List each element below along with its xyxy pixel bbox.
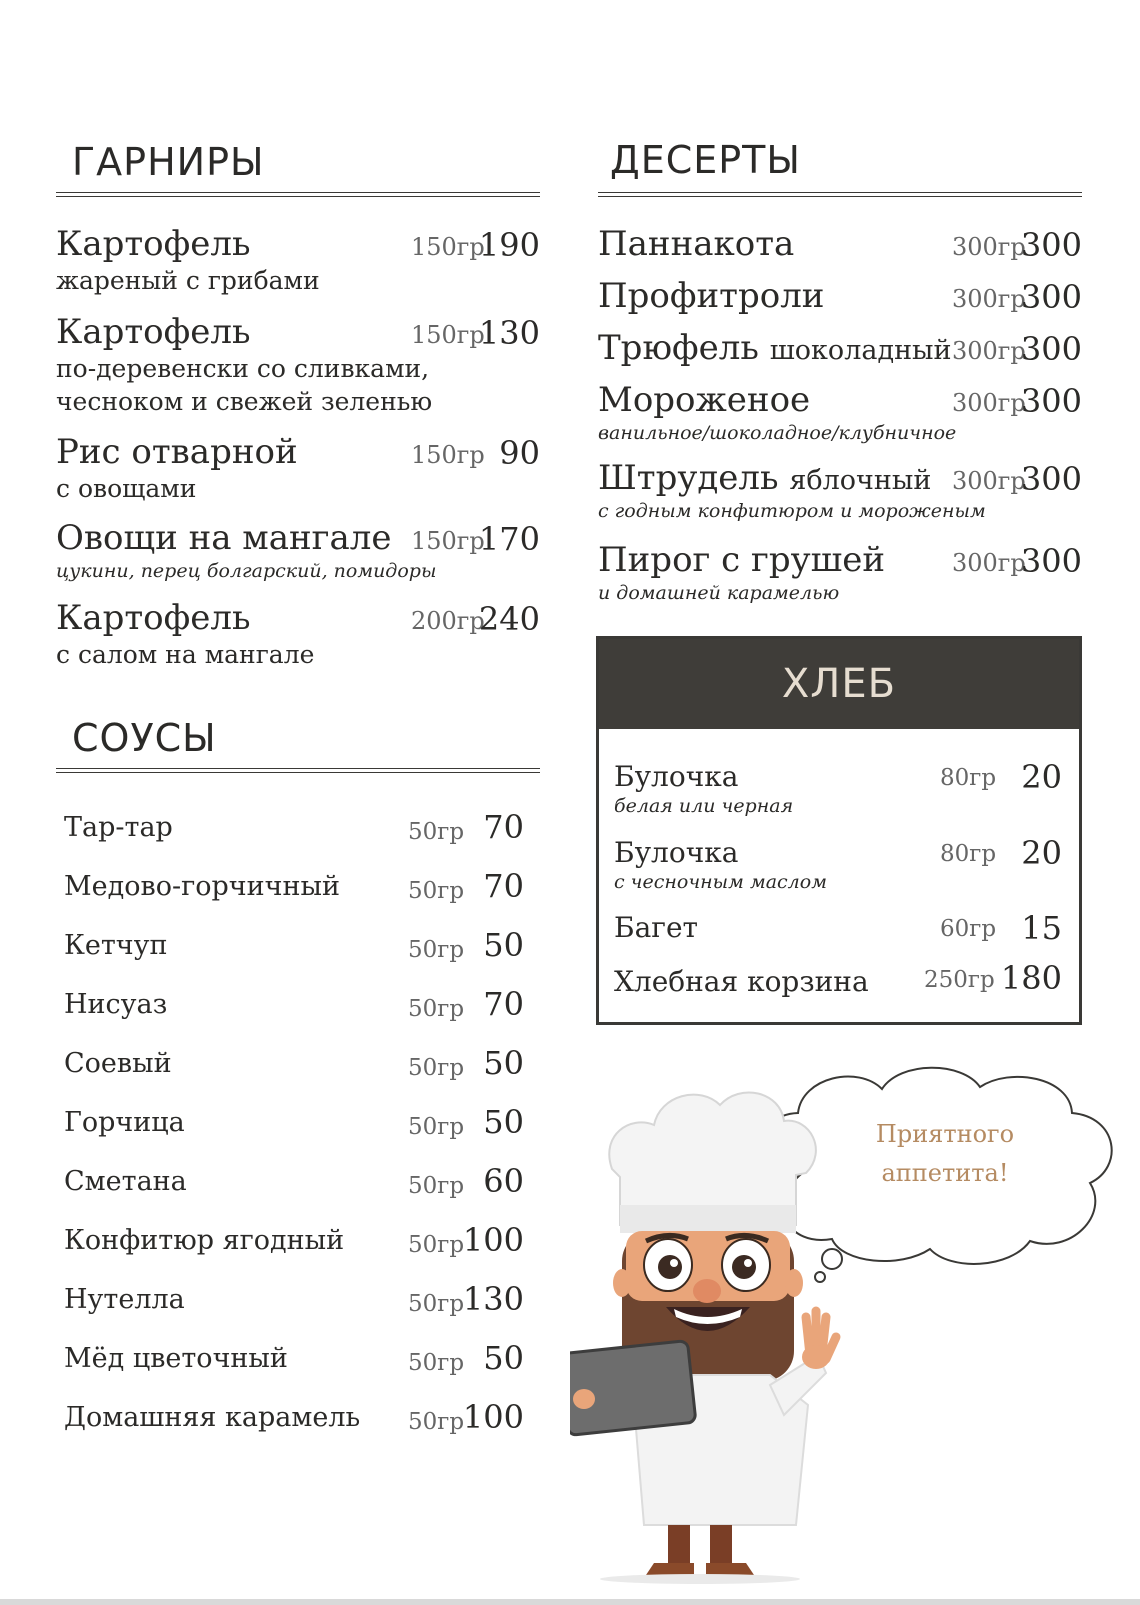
item-price: 300 [1020,226,1082,264]
item-name: Медово-горчичный [64,871,340,902]
bread-title: ХЛЕБ [781,661,897,707]
item-price: 300 [1020,278,1082,316]
sauce-item [64,1044,524,1082]
item-name-main: Штрудель [598,458,779,498]
chef-illustration [570,1055,1140,1585]
item-weight: 150гр [411,233,485,261]
item-weight: 250гр [924,967,995,993]
item-price: 300 [1020,330,1082,368]
item-weight: 80гр [940,841,997,867]
item-weight: 150гр [411,321,485,349]
desserts-rule [598,192,1082,197]
bubble-text [860,1115,1030,1193]
item-price: 70 [483,867,524,905]
chef-hat [609,1092,816,1233]
item-weight: 50гр [408,1173,465,1199]
item-name: Конфитюр ягодный [64,1225,345,1256]
item-price: 170 [478,520,540,558]
item-weight: 300гр [952,549,1026,577]
item-weight: 200гр [411,607,485,635]
item-desc: с годным конфитюром и мороженым [598,500,986,522]
item-name: Домашняя карамель [64,1402,361,1433]
dessert-item [598,380,1082,446]
garnish-item [56,312,540,418]
sauces-rule [56,768,540,773]
item-name: Тар-тар [64,812,173,843]
bubble-line-1: Приятного [875,1120,1015,1148]
item-price: 20 [1021,758,1062,796]
item-name: Картофель [56,312,251,352]
item-name: Горчица [64,1107,185,1138]
sauce-item [64,985,524,1023]
item-price: 300 [1020,382,1082,420]
item-weight: 80гр [940,765,997,791]
garnish-item [56,518,540,584]
item-price: 240 [478,600,540,638]
item-name-main: Трюфель [598,328,759,368]
item-name: Овощи на мангале [56,518,392,558]
item-desc: жареный с грибами [56,266,320,295]
item-weight: 50гр [408,878,465,904]
item-weight: 50гр [408,937,465,963]
sauce-item [64,926,524,964]
item-name: Булочка [614,836,739,869]
bread-item [614,959,1062,998]
item-weight: 60гр [940,916,997,942]
item-desc: ванильное/шоколадное/клубничное [598,422,957,444]
item-weight: 50гр [408,1232,465,1258]
dessert-item [598,328,1082,368]
item-name: Мороженое [598,380,811,420]
item-name: Рис отварной [56,432,298,472]
item-price: 15 [1021,909,1062,947]
item-desc: с чесночным маслом [614,871,827,893]
item-name: Картофель [56,598,251,638]
garnish-item [56,598,540,671]
item-weight: 50гр [408,1114,465,1140]
item-weight: 150гр [411,441,485,469]
garnishes-title: ГАРНИРЫ [72,140,265,184]
bread-item [614,760,1062,819]
item-desc: и домашней карамелью [598,582,840,604]
sauce-item [64,1221,524,1259]
bubble-line-2: аппетита! [881,1159,1009,1187]
bottom-bar [0,1599,1140,1605]
item-weight: 50гр [408,819,465,845]
item-price: 50 [483,1044,524,1082]
item-price: 70 [483,808,524,846]
sauce-item [64,867,524,905]
sauce-item [64,808,524,846]
item-price: 50 [483,1339,524,1377]
item-price: 300 [1020,542,1082,580]
item-name: Нутелла [64,1284,185,1315]
bread-box [596,636,1082,1025]
item-weight: 50гр [408,1409,465,1435]
item-name-sub: яблочный [789,465,932,496]
dessert-item [598,276,1082,316]
sauce-item [64,1162,524,1200]
sauce-item [64,1339,524,1377]
item-price: 130 [462,1280,524,1318]
sauce-item [64,1280,524,1318]
item-name: Мёд цветочный [64,1343,288,1374]
item-name: Багет [614,911,698,944]
sauce-item [64,1398,524,1436]
desserts-title: ДЕСЕРТЫ [610,138,801,182]
item-name: Соевый [64,1048,172,1079]
item-weight: 300гр [952,285,1026,313]
item-price: 100 [462,1221,524,1259]
garnish-item [56,224,540,297]
bread-item [614,836,1062,895]
item-weight: 50гр [408,996,465,1022]
item-desc: чесноком и свежей зеленью [56,387,433,416]
dessert-item [598,458,1082,524]
item-desc: с овощами [56,474,197,503]
item-name: Кетчуп [64,930,168,961]
item-weight: 50гр [408,1291,465,1317]
item-desc: по-деревенски со сливками, [56,354,430,383]
garnish-item [56,432,540,505]
item-name: Профитроли [598,276,825,316]
item-weight: 300гр [952,233,1026,261]
item-price: 300 [1020,460,1082,498]
item-price: 20 [1021,834,1062,872]
item-name: Сметана [64,1166,187,1197]
item-price: 180 [1000,959,1062,997]
garnishes-rule [56,192,540,197]
item-price: 70 [483,985,524,1023]
item-price: 60 [483,1162,524,1200]
item-name-sub: шоколадный [769,335,952,366]
item-price: 190 [478,226,540,264]
item-desc: белая или черная [614,795,794,817]
dessert-item [598,224,1082,264]
item-name: Картофель [56,224,251,264]
item-name: Булочка [614,760,739,793]
item-weight: 300гр [952,467,1026,495]
item-name: Паннакота [598,224,795,264]
item-name: Нисуаз [64,989,168,1020]
tablet [570,1341,696,1436]
item-name: Хлебная корзина [614,965,869,998]
item-price: 50 [483,1103,524,1141]
item-weight: 150гр [411,527,485,555]
item-price: 50 [483,926,524,964]
sauce-item [64,1103,524,1141]
item-name: Пирог с грушей [598,540,885,580]
item-weight: 50гр [408,1350,465,1376]
item-price: 130 [478,314,540,352]
bread-header [599,639,1079,729]
item-price: 100 [462,1398,524,1436]
item-desc: с салом на мангале [56,640,315,669]
sauces-title: СОУСЫ [72,716,217,760]
bread-item [614,909,1062,947]
item-weight: 50гр [408,1055,465,1081]
item-weight: 300гр [952,389,1026,417]
item-price: 90 [499,434,540,472]
item-weight: 300гр [952,337,1026,365]
item-desc: цукини, перец болгарский, помидоры [56,560,437,582]
dessert-item [598,540,1082,606]
